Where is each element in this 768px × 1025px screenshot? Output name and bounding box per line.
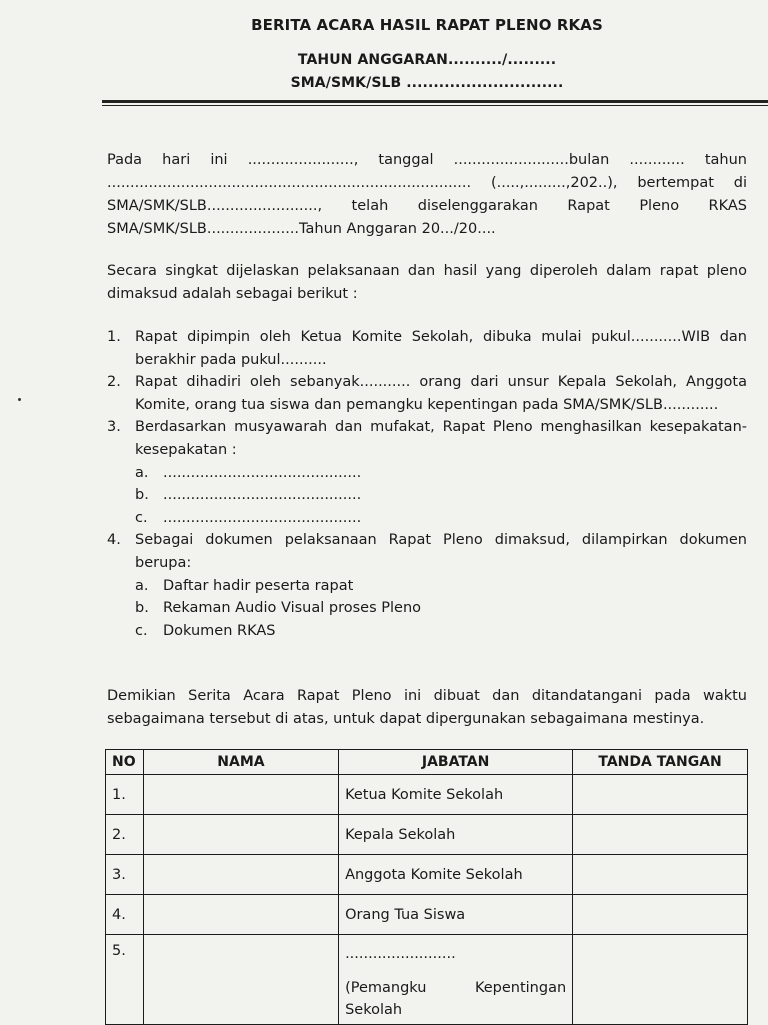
row-no: 5.: [106, 935, 144, 1025]
header-rule-thin: [102, 105, 768, 106]
table-row: [106, 855, 748, 895]
opening-line: SMA/SMK/SLB....................Tahun Anggaran 20.../20....: [107, 221, 496, 237]
row-no: 4.: [106, 895, 144, 935]
list-item: [107, 416, 747, 461]
header-jabatan: JABATAN: [339, 750, 573, 775]
name-cell[interactable]: [143, 815, 338, 855]
header-rule-thick: [102, 100, 768, 103]
jabatan-cell: Kepala Sekolah: [339, 815, 573, 855]
name-cell[interactable]: [143, 935, 338, 1025]
list-text: Rapat dihadiri oleh sebanyak........... orang dari unsur Kepala Sekolah, Anggota Komite, orang tua siswa dan pemangku kepentingan pada SMA/SMK/SLB............: [135, 374, 747, 413]
sub-item: [107, 507, 747, 530]
sub-item: [107, 462, 747, 485]
signature-cell[interactable]: [573, 855, 748, 895]
jabatan-note: (Pemangku Kepentingan Sekolah: [345, 980, 571, 1018]
sub-letter: a.: [135, 577, 149, 594]
jabatan-cell: Ketua Komite Sekolah: [339, 775, 573, 815]
signature-cell[interactable]: [573, 895, 748, 935]
document-title: BERITA ACARA HASIL RAPAT PLENO RKAS: [251, 16, 603, 34]
list-text: Rapat dipimpin oleh Ketua Komite Sekolah, dibuka mulai pukul...........WIB dan berakhir pada pukul..........: [135, 329, 747, 368]
summary-intro: Secara singkat dijelaskan pelaksanaan dan hasil yang diperoleh dalam rapat pleno dimaksud adalah sebagai berikut :: [107, 263, 747, 302]
sub-letter: c.: [135, 509, 148, 526]
opening-line: Pada hari ini ......................., tanggal .........................bulan ............ tahun: [107, 152, 747, 168]
table-row: [106, 895, 748, 935]
jabatan-cell: [339, 935, 573, 1025]
name-cell[interactable]: [143, 895, 338, 935]
name-cell[interactable]: [143, 855, 338, 895]
sub-text: ...........................................: [163, 464, 362, 481]
sub-letter: a.: [135, 464, 149, 481]
tahun-anggaran-line: TAHUN ANGGARAN........../.........: [297, 52, 557, 68]
table-row: [106, 775, 748, 815]
list-number: 3.: [107, 419, 121, 436]
sub-letter: c.: [135, 622, 148, 639]
list-item: [107, 371, 747, 416]
sub-text: Rekaman Audio Visual proses Pleno: [163, 600, 422, 617]
sub-item: [107, 620, 747, 643]
minutes-list: [107, 326, 747, 642]
list-item: [107, 326, 747, 371]
sub-text: ...........................................: [163, 487, 362, 504]
header-no: NO: [106, 750, 144, 775]
sub-letter: b.: [135, 487, 149, 504]
list-item: [107, 529, 747, 574]
table-row: [106, 815, 748, 855]
opening-line: ............................................................................... (.....,.........,202..), bertempat di: [107, 175, 747, 191]
sub-item: [107, 575, 747, 598]
sub-item: [107, 597, 747, 620]
header-tanda-tangan: TANDA TANGAN: [573, 750, 748, 775]
header-nama: NAMA: [143, 750, 338, 775]
signature-table: [105, 749, 748, 1025]
closing-paragraph: Demikian Serita Acara Rapat Pleno ini dibuat dan ditandatangani pada waktu sebagaimana tersebut di atas, untuk dapat dipergunakan sebagaimana mestinya.: [107, 688, 747, 727]
scan-speck: [18, 398, 21, 401]
list-number: 2.: [107, 374, 121, 391]
sub-letter: b.: [135, 600, 149, 617]
table-header-row: [106, 750, 748, 775]
sub-text: ...........................................: [163, 509, 362, 526]
jabatan-cell: Anggota Komite Sekolah: [339, 855, 573, 895]
row-no: 2.: [106, 815, 144, 855]
signature-cell[interactable]: [573, 815, 748, 855]
signature-cell[interactable]: [573, 775, 748, 815]
row-no: 3.: [106, 855, 144, 895]
sub-text: Daftar hadir peserta rapat: [163, 577, 354, 594]
signature-cell[interactable]: [573, 935, 748, 1025]
row-no: 1.: [106, 775, 144, 815]
sub-item: [107, 484, 747, 507]
jabatan-blank: ........................: [345, 946, 456, 962]
opening-line: SMA/SMK/SLB........................, telah diselenggarakan Rapat Pleno RKAS: [107, 198, 747, 214]
sub-text: Dokumen RKAS: [163, 622, 276, 639]
opening-paragraph: [107, 149, 747, 241]
jabatan-cell: Orang Tua Siswa: [339, 895, 573, 935]
list-number: 1.: [107, 329, 121, 345]
school-line: SMA/SMK/SLB .............................: [290, 75, 564, 91]
table-row: [106, 935, 748, 1025]
list-text: Sebagai dokumen pelaksanaan Rapat Pleno dimaksud, dilampirkan dokumen berupa:: [135, 532, 747, 571]
list-text: Berdasarkan musyawarah dan mufakat, Rapat Pleno menghasilkan kesepakatan-kesepakatan :: [135, 419, 747, 458]
name-cell[interactable]: [143, 775, 338, 815]
list-number: 4.: [107, 532, 121, 549]
